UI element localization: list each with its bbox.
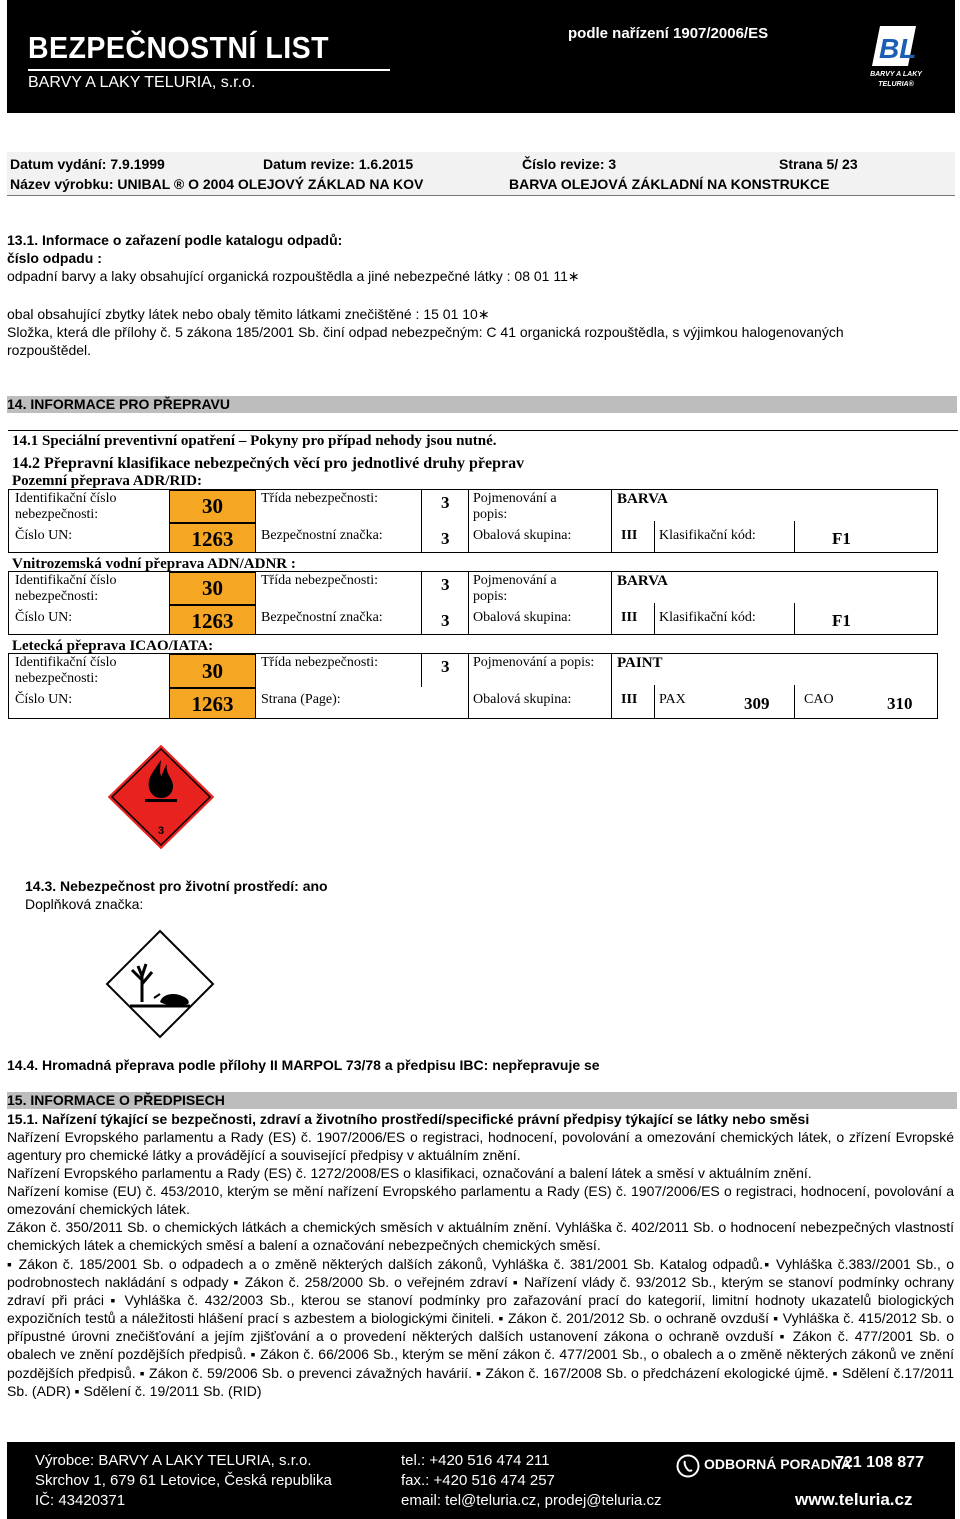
divider xyxy=(794,685,795,718)
icao-table xyxy=(8,653,938,719)
icao-cao-label: CAO xyxy=(804,692,834,707)
icao-un-label: Číslo UN: xyxy=(15,692,73,707)
advice-line-number: 721 108 877 xyxy=(835,1454,924,1471)
adr-id-label1: Identifikační číslo xyxy=(15,491,117,506)
divider xyxy=(421,490,422,552)
transport-14-1: 14.1 Speciální preventivní opatření – Pokyny pro případ nehody jsou nutné. xyxy=(12,433,497,449)
adn-name-label2: popis: xyxy=(473,589,508,604)
adn-id-label2: nebezpečnosti: xyxy=(15,589,99,604)
document-title: BEZPEČNOSTNÍ LIST xyxy=(28,30,329,65)
regulation-paragraph-1: Nařízení Evropského parlamentu a Rady (ES) č. 1907/2006/ES o registraci, hodnocení, povolování a omezování chemických látek, o zřízení Evropské agentury pro chemické látky a provádějící a související předpisy v aktuálním znění. xyxy=(7,1129,954,1164)
icao-pax-label: PAX xyxy=(659,692,686,707)
adr-pack-value: III xyxy=(621,528,638,543)
divider xyxy=(421,654,422,687)
icao-pack-value: III xyxy=(621,692,638,707)
pictogram-class-number: 3 xyxy=(157,825,165,837)
adn-code-label: Klasifikační kód: xyxy=(659,610,756,625)
adr-heading: Pozemní přeprava ADR/RID: xyxy=(12,473,202,489)
adn-hazard-id: 30 xyxy=(169,572,256,605)
adr-code-label: Klasifikační kód: xyxy=(659,528,756,543)
email-link[interactable]: email: tel@teluria.cz, prodej@teluria.cz xyxy=(401,1492,662,1509)
icao-name-value: PAINT xyxy=(617,655,663,671)
icao-id-label2: nebezpečnosti: xyxy=(15,671,99,686)
adn-class-value: 3 xyxy=(441,575,450,594)
waste-line-1: odpadní barvy a laky obsahující organická rozpouštědla a jiné nebezpečné látky : 08 01 11∗ xyxy=(7,268,580,284)
product-description: BARVA OLEJOVÁ ZÁKLADNÍ NA KONSTRUKCE xyxy=(509,176,830,192)
icao-id-label1: Identifikační číslo xyxy=(15,655,117,670)
flammable-liquid-pictogram-icon xyxy=(105,742,217,852)
adn-class-label: Třída nebezpečnosti: xyxy=(261,573,379,588)
icao-cao-value: 310 xyxy=(887,694,913,713)
regulation-paragraph-4: Zákon č. 350/2011 Sb. o chemických látkách a chemických směsích v aktuálním znění. Vyhláška č. 402/2011 Sb. o hodnocení nebezpečných vlastností chemických látek a chemických směsí a balení a označování nebezpečných chemických směsí. xyxy=(7,1219,954,1254)
document-meta xyxy=(7,152,955,196)
waste-line-3: Složka, která dle přílohy č. 5 zákona 185/2001 Sb. činí odpad nebezpečným: C 41 organická rozpouštědla, s výjimkou halogenovaných xyxy=(7,324,844,340)
icao-name-label: Pojmenování a popis: xyxy=(473,655,595,670)
divider xyxy=(421,572,422,634)
logo-caption xyxy=(856,70,936,90)
adn-un-number: 1263 xyxy=(169,605,256,635)
logo-caption-line1: BARVY A LAKY xyxy=(870,71,922,78)
producer-name: Výrobce: BARVY A LAKY TELURIA, s.r.o. xyxy=(35,1452,312,1469)
producer-address: Skrchov 1, 679 61 Letovice, Česká republika xyxy=(35,1472,332,1489)
waste-heading: 13.1. Informace o zařazení podle katalogu odpadů: xyxy=(7,232,343,248)
divider xyxy=(8,430,958,431)
divider xyxy=(611,572,612,634)
adr-name-label1: Pojmenování a xyxy=(473,491,557,506)
logo-caption-line2: TELURIA® xyxy=(878,81,914,88)
adn-un-label: Číslo UN: xyxy=(15,610,73,625)
page-footer xyxy=(7,1442,955,1519)
adr-un-label: Číslo UN: xyxy=(15,528,73,543)
icao-un-number: 1263 xyxy=(169,688,256,719)
revision-date: Datum revize: 1.6.2015 xyxy=(263,156,414,172)
section-14-title: 14. INFORMACE PRO PŘEPRAVU xyxy=(7,396,957,413)
company-name: BARVY A LAKY TELURIA, s.r.o. xyxy=(28,74,256,91)
waste-line-4: rozpouštědel. xyxy=(7,342,92,358)
regulation-paragraph-2: Nařízení Evropského parlamentu a Rady (ES) č. 1272/2008/ES o klasifikaci, označování a balení látek a směsí v aktuálním znění. xyxy=(7,1165,812,1181)
environment-hazard-pictogram-icon xyxy=(104,928,216,1040)
divider xyxy=(611,654,612,718)
website-link[interactable]: www.teluria.cz xyxy=(795,1490,913,1509)
adn-heading: Vnitrozemská vodní přeprava ADN/ADNR : xyxy=(12,556,296,572)
adn-id-label1: Identifikační číslo xyxy=(15,573,117,588)
phone-circle-icon xyxy=(676,1454,700,1478)
adr-class-label: Třída nebezpečnosti: xyxy=(261,491,379,506)
svg-text:BL: BL xyxy=(879,33,917,64)
regulation-15-1: 15.1. Nařízení týkající se bezpečnosti, zdraví a životního prostředí/specifické právní předpisy týkající se látky nebo směsi xyxy=(7,1111,810,1127)
divider xyxy=(794,521,795,552)
adn-code-value: F1 xyxy=(832,611,851,630)
divider xyxy=(654,603,655,634)
divider xyxy=(794,603,795,634)
waste-line-2: obal obsahující zbytky látek nebo obaly těmito látkami znečištěné : 15 01 10∗ xyxy=(7,306,490,322)
transport-14-2: 14.2 Přepravní klasifikace nebezpečných věcí pro jednotlivé druhy přeprav xyxy=(12,455,525,472)
product-name: Název výrobku: UNIBAL ® O 2004 OLEJOVÝ ZÁKLAD NA KOV xyxy=(10,176,424,192)
divider xyxy=(654,685,655,718)
adr-table xyxy=(8,489,938,553)
adn-name-label1: Pojmenování a xyxy=(473,573,557,588)
regulation-paragraph-3: Nařízení komise (EU) č. 453/2010, kterým se mění nařízení Evropského parlamentu a Rady (ES) č. 1907/2006/ES o registraci, hodnocení, povolování a omezování chemických látek. xyxy=(7,1183,954,1218)
adn-name-value: BARVA xyxy=(617,573,668,589)
divider xyxy=(468,654,469,718)
adn-sign-value: 3 xyxy=(441,611,450,630)
adr-id-label2: nebezpečnosti: xyxy=(15,507,99,522)
adr-class-value: 3 xyxy=(441,493,450,512)
adr-hazard-id: 30 xyxy=(169,490,256,523)
adr-pack-label: Obalová skupina: xyxy=(473,528,572,543)
icao-heading: Letecká přeprava ICAO/IATA: xyxy=(12,638,214,654)
adn-pack-value: III xyxy=(621,610,638,625)
icao-pax-value: 309 xyxy=(744,694,770,713)
icao-class-value: 3 xyxy=(441,657,450,676)
icao-page-label: Strana (Page): xyxy=(261,692,341,707)
producer-ico: IČ: 43420371 xyxy=(35,1492,126,1509)
phone: tel.: +420 516 474 211 xyxy=(401,1452,550,1469)
divider xyxy=(654,521,655,552)
icao-class-label: Třída nebezpečnosti: xyxy=(261,655,379,670)
page-number: Strana 5/ 23 xyxy=(779,156,858,172)
icao-pack-label: Obalová skupina: xyxy=(473,692,572,707)
divider xyxy=(468,490,469,552)
transport-14-3: 14.3. Nebezpečnost pro životní prostředí: ano xyxy=(25,878,328,894)
transport-classification xyxy=(8,430,958,720)
supplementary-mark-label: Doplňková značka: xyxy=(25,896,144,912)
advice-line-label: ODBORNÁ PORADNA xyxy=(704,1456,851,1472)
icao-hazard-id: 30 xyxy=(169,654,256,688)
transport-14-4: 14.4. Hromadná přeprava podle přílohy II MARPOL 73/78 a předpisu IBC: nepřepravuje se xyxy=(7,1057,600,1073)
page-header xyxy=(7,0,955,113)
adr-un-number: 1263 xyxy=(169,523,256,553)
adr-name-label2: popis: xyxy=(473,507,508,522)
regulation-paragraph-5: ▪ Zákon č. 185/2001 Sb. o odpadech a o změně některých dalších zákonů, Vyhláška č. 381/2001 Sb. Katalog odpadů.▪ Vyhláška č.383//2001 Sb., o podrobnostech nakládání s odpady ▪ Zákon č. 258/2000 Sb. o veřejném zdraví ▪ Nařízení vlády č. 93/2012 Sb., kterým se stanoví podmínky ochrany zdraví při práci ▪ Vyhláška č. 432/2003 Sb., kterou se stanoví podmínky pro zařazování prací do kategorií, limitní hodnoty ukazatelů biologických expozičních testů a náležitosti hlášení prací s azbestem a biologickými činiteli. ▪ Zákon č. 201/2012 Sb. o ochraně ovzduší ▪ Vyhláška č. 415/2012 Sb. o přípustné úrovni znečišťování a jejím zjišťování a o provedení některých dalších ustanovení zákona o ochraně ovzduší ▪ Zákon č. 477/2001 Sb. o obalech ve znění pozdějších předpisů. ▪ Zákon č. 66/2006 Sb., kterým se mění zákon č. 477/2001 Sb., o obalech a o změně některých zákonů ve znění pozdějších předpisů. ▪ Zákon č. 59/2006 Sb. o prevenci závažných havárií. ▪ Zákon č. 167/2008 Sb. o předcházení ekologické újmě. ▪ Sdělení č.17/2011 Sb. (ADR) ▪ Sdělení č. 19/2011 Sb. (RID) xyxy=(7,1256,954,1399)
adr-name-value: BARVA xyxy=(617,491,668,507)
divider xyxy=(468,572,469,634)
adr-code-value: F1 xyxy=(832,529,851,548)
divider xyxy=(611,490,612,552)
title-underline xyxy=(28,69,390,71)
regulation-text: podle nařízení 1907/2006/ES xyxy=(568,25,769,42)
adr-sign-label: Bezpečnostní značka: xyxy=(261,528,383,543)
issue-date: Datum vydání: 7.9.1999 xyxy=(10,156,165,172)
adn-sign-label: Bezpečnostní značka: xyxy=(261,610,383,625)
revision-number: Číslo revize: 3 xyxy=(522,156,617,172)
adn-table xyxy=(8,571,938,635)
section-15-title: 15. INFORMACE O PŘEDPISECH xyxy=(7,1092,957,1109)
adn-pack-label: Obalová skupina: xyxy=(473,610,572,625)
adr-sign-value: 3 xyxy=(441,529,450,548)
waste-code-label: číslo odpadu : xyxy=(7,250,102,266)
fax: fax.: +420 516 474 257 xyxy=(401,1472,555,1489)
